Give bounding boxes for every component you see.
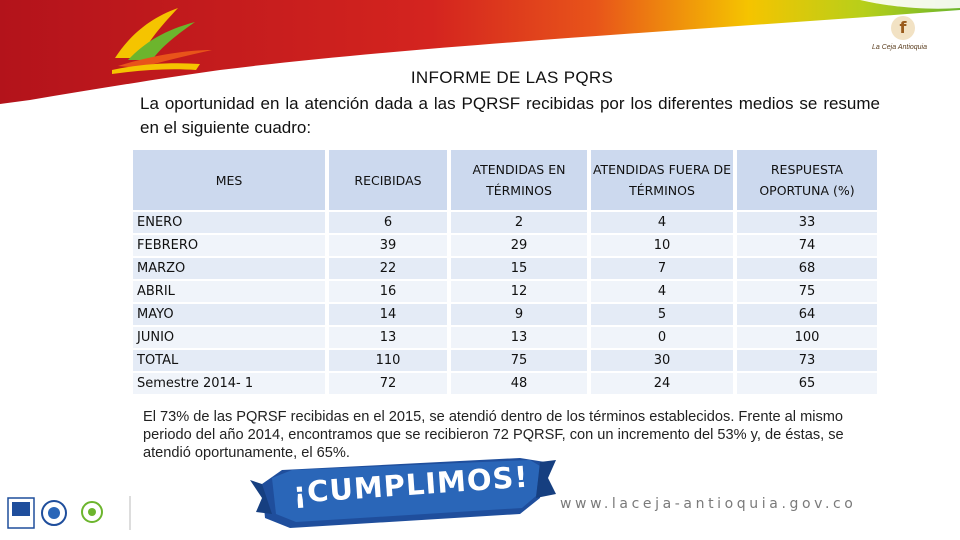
table-row [133,212,877,235]
month-cell: JUNIO [133,327,325,350]
month-cell: ENERO [133,212,325,235]
website-url[interactable]: www.laceja-antioquia.gov.co [560,496,857,512]
header-atendidas-fuera-de-terminos: ATENDIDAS FUERA DE TÉRMINOS [587,150,733,212]
atendidas-cell: 13 [447,327,587,350]
table-header-row [133,150,877,212]
recibidas-cell: 22 [325,258,447,281]
certification-logos [8,496,130,530]
header-atendidas-en-terminos: ATENDIDAS EN TÉRMINOS [447,150,587,212]
fuera-cell: 10 [587,235,733,258]
recibidas-cell: 14 [325,304,447,327]
header-recibidas: RECIBIDAS [325,150,447,212]
oportuna-cell: 73 [733,350,877,373]
fuera-cell: 5 [587,304,733,327]
fuera-cell: 0 [587,327,733,350]
recibidas-cell: 13 [325,327,447,350]
fuera-cell: 30 [587,350,733,373]
table-row-total [133,350,877,373]
table-row [133,258,877,281]
intro-paragraph: La oportunidad en la atención dada a las PQRSF recibidas por los diferentes medios se resume en el siguiente cuadro: [140,94,880,137]
recibidas-cell: 6 [325,212,447,235]
atendidas-cell: 29 [447,235,587,258]
summary-paragraph: El 73% de las PQRSF recibidas en el 2015, se atendió dentro de los términos establecidos. Frente al mismo periodo del año 2014, encontramos que se recibieron 72 PQRSF, con un incremento del 53% y, de éstas, se atendió oportunamente, el 65%. [143,409,844,461]
oportuna-cell: 75 [733,281,877,304]
atendidas-cell: 15 [447,258,587,281]
oportuna-cell: 100 [733,327,877,350]
fuera-cell: 24 [587,373,733,396]
recibidas-cell: 16 [325,281,447,304]
fuera-cell: 4 [587,212,733,235]
recibidas-cell: 39 [325,235,447,258]
facebook-icon[interactable]: f [891,16,915,40]
report-title: INFORME DE LAS PQRS [410,68,614,87]
fuera-cell: 7 [587,258,733,281]
atendidas-cell: 12 [447,281,587,304]
month-cell: Semestre 2014- 1 [133,373,325,396]
table-row-semester [133,373,877,396]
table-row [133,304,877,327]
header-mes: MES [133,150,325,212]
pqrs-table [133,150,877,396]
slogan-text: ¡CUMPLIMOS! [291,459,530,510]
recibidas-cell: 72 [325,373,447,396]
recibidas-cell: 110 [325,350,447,373]
oportuna-cell: 65 [733,373,877,396]
header-respuesta-oportuna: RESPUESTA OPORTUNA (%) [733,150,877,212]
month-cell: ABRIL [133,281,325,304]
month-cell: MARZO [133,258,325,281]
oportuna-cell: 74 [733,235,877,258]
table-row [133,281,877,304]
oportuna-cell: 64 [733,304,877,327]
oportuna-cell: 68 [733,258,877,281]
atendidas-cell: 48 [447,373,587,396]
month-cell: MAYO [133,304,325,327]
atendidas-cell: 75 [447,350,587,373]
atendidas-cell: 2 [447,212,587,235]
month-cell: FEBRERO [133,235,325,258]
fuera-cell: 4 [587,281,733,304]
table-row [133,327,877,350]
atendidas-cell: 9 [447,304,587,327]
table-row [133,235,877,258]
brand-text: La Ceja Antioquia [872,44,928,51]
oportuna-cell: 33 [733,212,877,235]
month-cell: TOTAL [133,350,325,373]
